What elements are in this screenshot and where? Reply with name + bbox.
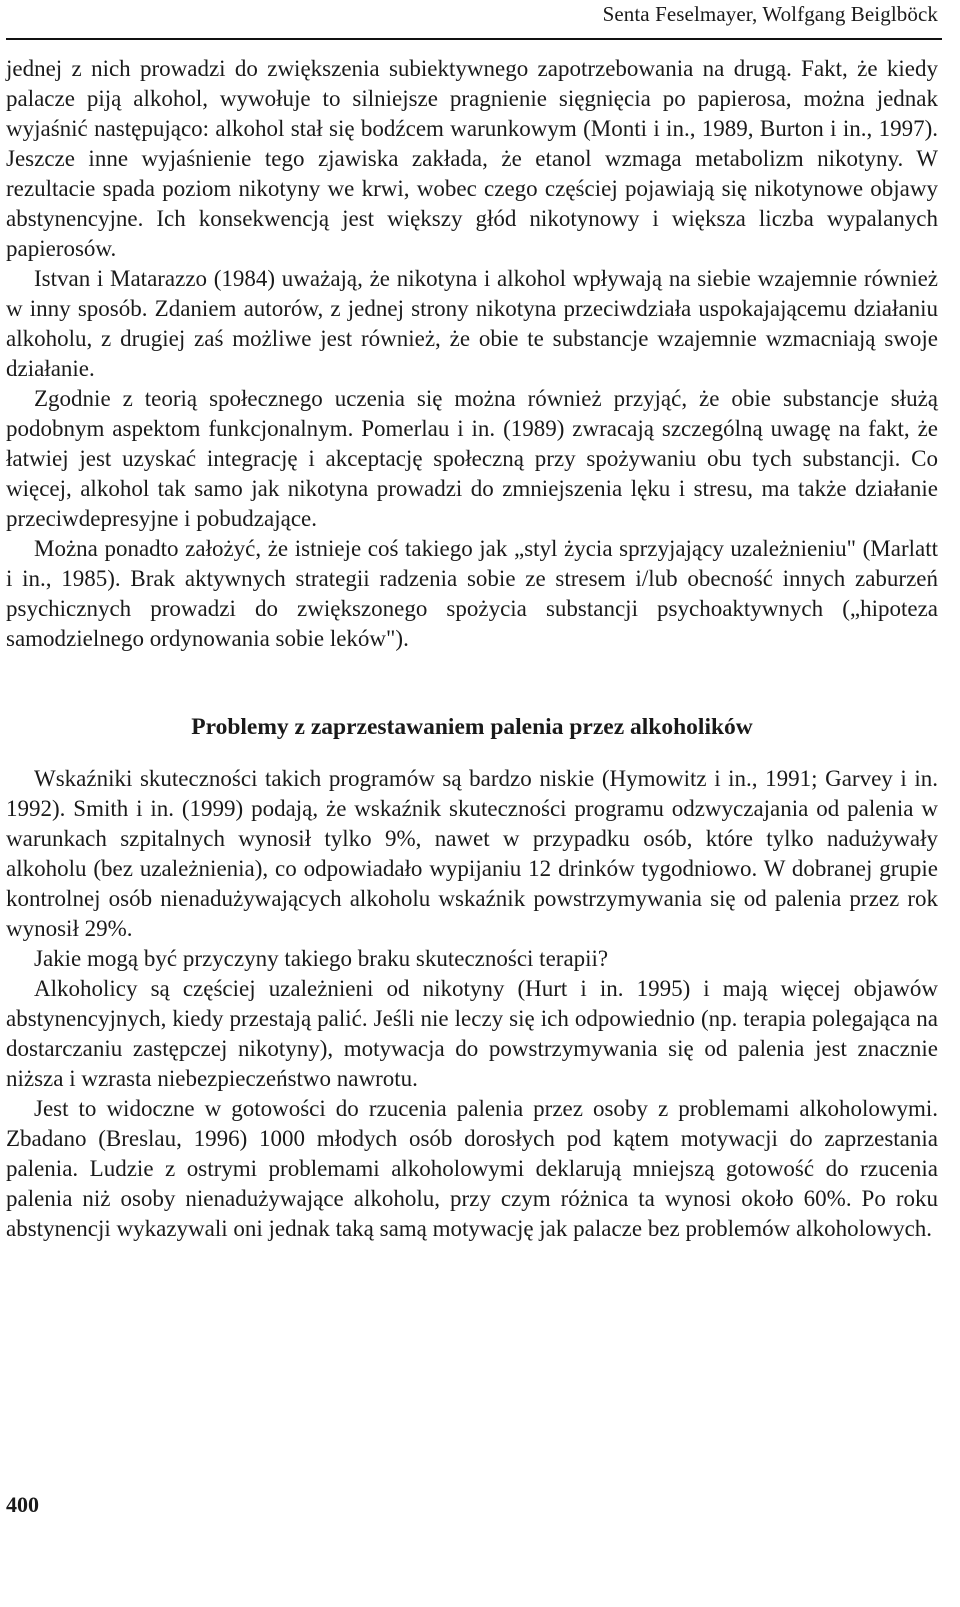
paragraph: jednej z nich prowadzi do zwiększenia subiektywnego zapotrzebowania na drugą. Fakt, że kiedy palacze piją alkohol, wywołuje to silniejsze pragnienie sięgnięcia po papierosa, można jednak wyjaśnić następująco: alkohol stał się bodźcem warunkowym (Monti i in., 1989, Burton i in., 1997). Jeszcze inne wyjaśnienie tego zjawiska zakłada, że etanol wzmaga metabolizm nikotyny. W rezultacie spada poziom nikotyny we krwi, wobec czego częściej pojawiają się nikotynowe objawy abstynencyjne. Ich konsekwencją jest większy głód nikotynowy i większa liczba wypalanych papierosów. xyxy=(6,56,938,261)
paragraph: Zgodnie z teorią społecznego uczenia się można również przyjąć, że obie substancje służą podobnym aspektom funkcjonalnym. Pomerlau i in. (1989) zwracają szczególną uwagę na fakt, że łatwiej jest uzyskać integrację i akceptację społeczną przy spożywaniu obu tych substancji. Co więcej, alkohol tak samo jak nikotyna prowadzi do zmniejszenia lęku i stresu, ma także działanie przeciwdepresyjne i pobudzające. xyxy=(6,386,938,531)
paragraph: Wskaźniki skuteczności takich programów są bardzo niskie (Hymowitz i in., 1991; Garvey i in. 1992). Smith i in. (1999) podają, że wskaźnik skuteczności programu odzwyczajania od palenia w warunkach szpitalnych wynosił tylko 9%, nawet w przypadku osób, które tylko nadużywały alkoholu (bez uzależnienia), co odpowiadało wypijaniu 12 drinków tygodniowo. W dobranej grupie kontrolnej osób nienadużywających alkoholu wskaźnik powstrzymywania się od palenia przez rok wynosił 29%. xyxy=(6,766,938,941)
paragraph: Alkoholicy są częściej uzależnieni od nikotyny (Hurt i in. 1995) i mają więcej objawów abstynencyjnych, kiedy przestają palić. Jeśli nie leczy się ich odpowiednio (np. terapia polegająca na dostarczaniu zastępczej nikotyny), motywacja do powstrzymywania się od palenia jest znacznie niższa i wzrasta niebezpieczeństwo nawrotu. xyxy=(6,976,938,1091)
paragraph: Jakie mogą być przyczyny takiego braku skuteczności terapii? xyxy=(34,946,609,971)
paragraph: Można ponadto założyć, że istnieje coś takiego jak „styl życia sprzyjający uzależnieniu" (Marlatt i in., 1985). Brak aktywnych strategii radzenia sobie ze stresem i/lub obecność innych zaburzeń psychicznych prowadzi do zwiększonego spożycia substancji psychoaktywnych („hipoteza samodzielnego ordynowania sobie leków"). xyxy=(6,536,938,651)
page-number: 400 xyxy=(6,1492,39,1517)
section-heading: Problemy z zaprzestawaniem palenia przez alkoholików xyxy=(191,714,753,740)
paragraph: Jest to widoczne w gotowości do rzucenia palenia przez osoby z problemami alkoholowymi. Zbadano (Breslau, 1996) 1000 młodych osób dorosłych pod kątem motywacji do zaprzestania palenia. Ludzie z ostrymi problemami alkoholowymi deklarują mniejszą gotowość do rzucenia palenia niż osoby nienadużywające alkoholu, przy czym różnica ta wynosi około 60%. Po roku abstynencji wykazywali oni jednak taką samą motywację jak palacze bez problemów alkoholowych. xyxy=(6,1096,938,1241)
body-text xyxy=(6,54,938,1244)
paragraph: Istvan i Matarazzo (1984) uważają, że nikotyna i alkohol wpływają na siebie wzajemnie również w inny sposób. Zdaniem autorów, z jednej strony nikotyna przeciwdziała uspokajającemu działaniu alkoholu, z drugiej zaś możliwe jest również, że obie te substancje wzajemnie wzmacniają swoje działanie. xyxy=(6,266,938,381)
header-rule xyxy=(6,38,942,40)
running-header: Senta Feselmayer, Wolfgang Beiglböck xyxy=(602,2,938,26)
